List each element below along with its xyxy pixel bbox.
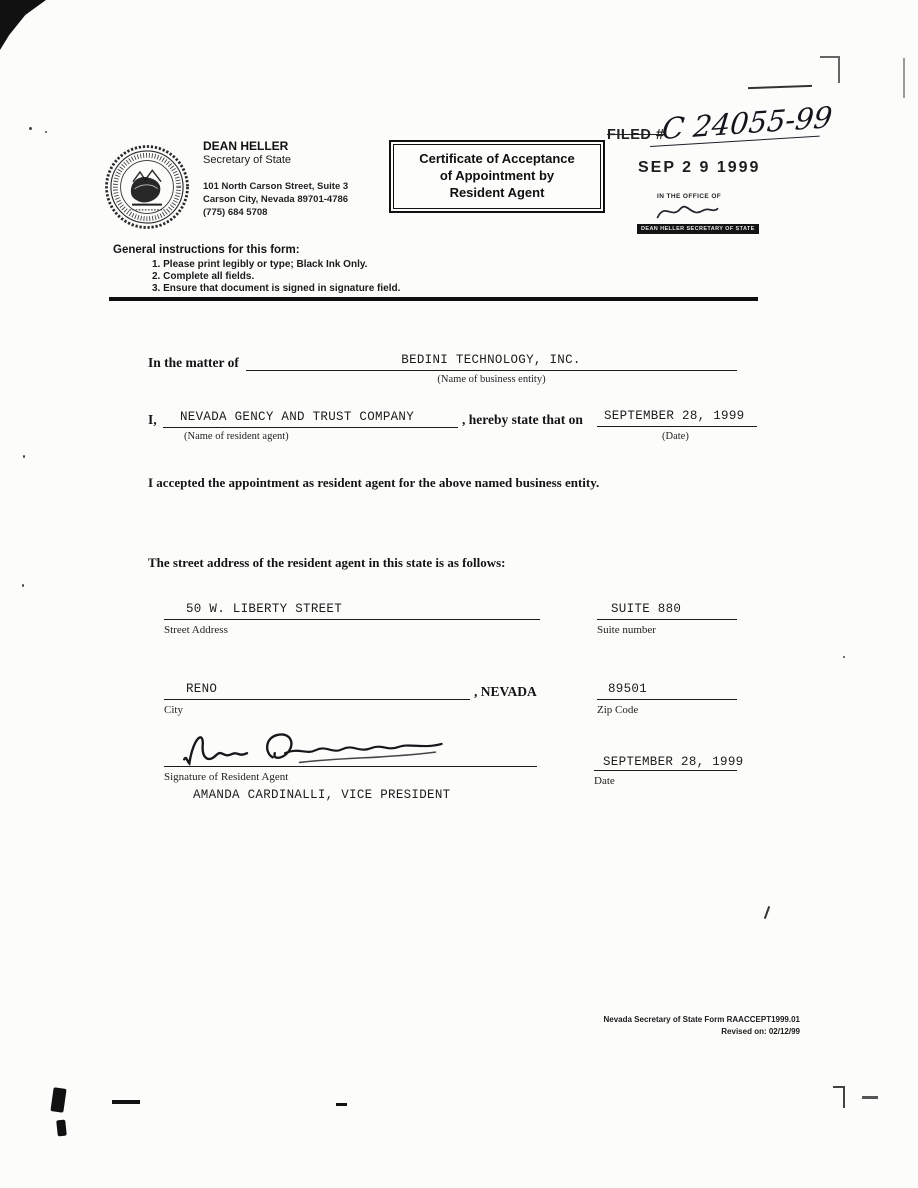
- certificate-title-box: [389, 140, 605, 213]
- instructions-heading: General instructions for this form:: [113, 244, 300, 256]
- hereby-state-label: , hereby state that on: [462, 412, 583, 427]
- resident-agent-value: NEVADA GENCY AND TRUST COMPANY: [180, 410, 415, 424]
- street-address-value: 50 W. LIBERTY STREET: [186, 602, 343, 616]
- resident-agent-signature-icon: [178, 722, 456, 772]
- zip-underline: [597, 699, 737, 700]
- scan-artifact-dot: [45, 131, 47, 133]
- agency-address-line1: 101 North Carson Street, Suite 3: [203, 181, 349, 192]
- business-entity-underline: [246, 370, 737, 371]
- scan-artifact-dash: [862, 1096, 878, 1099]
- secretary-name: DEAN HELLER: [203, 139, 289, 153]
- signature-date-underline: [594, 770, 737, 771]
- scan-artifact-dash: [336, 1103, 347, 1106]
- scan-artifact-dot: [22, 584, 24, 587]
- filed-number-handwritten: C 24055-99: [660, 99, 834, 147]
- signer-name-title: AMANDA CARDINALLI, VICE PRESIDENT: [193, 788, 451, 802]
- scan-artifact-blob-bl: [50, 1087, 66, 1113]
- city-label: City: [164, 704, 183, 716]
- business-entity-caption: (Name of business entity): [437, 374, 546, 385]
- section-divider-rule: [109, 297, 758, 301]
- suite-value: SUITE 880: [611, 602, 682, 616]
- form-id-footnote: [480, 1014, 800, 1037]
- matter-of-label: In the matter of: [148, 355, 239, 370]
- scan-artifact-dot: [843, 656, 845, 658]
- certificate-title-line2: of Appointment by: [439, 168, 555, 184]
- instruction-item-3: 3. Ensure that document is signed in signature field.: [152, 283, 401, 294]
- resident-agent-caption: (Name of resident agent): [184, 431, 289, 442]
- office-of-line: IN THE OFFICE OF: [657, 193, 722, 200]
- secretary-title: Secretary of State: [203, 154, 292, 166]
- deputy-stamp-bar: DEAN HELLER SECRETARY OF STATE: [637, 224, 759, 234]
- instruction-item-2: 2. Complete all fields.: [152, 271, 255, 282]
- zip-value: 89501: [608, 682, 648, 696]
- form-id-line2: Revised on: 02/12/99: [721, 1026, 800, 1036]
- scan-artifact-scribble: [748, 85, 812, 89]
- scan-artifact-line-tr: [903, 58, 905, 98]
- resident-agent-underline: [163, 427, 458, 428]
- zip-label: Zip Code: [597, 704, 639, 716]
- scan-artifact-bracket-tr: [820, 56, 840, 83]
- statement-date-value: SEPTEMBER 28, 1999: [604, 409, 745, 423]
- i-label: I,: [148, 412, 157, 427]
- suite-underline: [597, 619, 737, 620]
- certificate-title-line3: Resident Agent: [449, 185, 545, 201]
- address-intro-statement: The street address of the resident agent in this state is as follows:: [148, 555, 506, 570]
- scan-artifact-blob-bl: [56, 1120, 67, 1137]
- signature-date-label: Date: [594, 775, 615, 787]
- street-address-label: Street Address: [164, 624, 228, 636]
- signature-date-value: SEPTEMBER 28, 1999: [603, 755, 744, 769]
- certificate-title-line1: Certificate of Acceptance: [419, 151, 575, 166]
- scan-artifact-dot: [23, 455, 25, 458]
- signature-underline: [164, 766, 537, 767]
- scan-artifact-dot: [29, 127, 32, 130]
- statement-date-underline: [597, 426, 757, 427]
- city-value: RENO: [186, 682, 218, 696]
- filed-stamp-label: FILED #: [607, 127, 665, 143]
- scan-artifact-bracket-br: [833, 1086, 845, 1108]
- form-id-line1: Nevada Secretary of State Form RAACCEPT1999.01: [603, 1015, 800, 1024]
- state-suffix: , NEVADA: [474, 684, 537, 699]
- business-entity-value: BEDINI TECHNOLOGY, INC.: [401, 353, 581, 367]
- acceptance-statement: I accepted the appointment as resident agent for the above named business entity.: [148, 475, 600, 490]
- agency-address-line2: Carson City, Nevada 89701-4786: [203, 194, 349, 205]
- signature-label: Signature of Resident Agent: [164, 771, 289, 783]
- scan-artifact-tick: [764, 906, 770, 919]
- nevada-state-seal-icon: [103, 143, 191, 231]
- agency-phone: (775) 684 5708: [203, 207, 268, 218]
- street-address-underline: [164, 619, 540, 620]
- scan-artifact-dash: [112, 1100, 140, 1104]
- clerk-signature-icon: [654, 200, 720, 224]
- city-underline: [164, 699, 470, 700]
- filing-date-stamp: SEP 2 9 1999: [638, 159, 761, 176]
- scan-artifact-corner-tl: [0, 0, 46, 50]
- instruction-item-1: 1. Please print legibly or type; Black Ink Only.: [152, 259, 368, 270]
- date-caption: (Date): [662, 431, 689, 442]
- suite-label: Suite number: [597, 624, 656, 636]
